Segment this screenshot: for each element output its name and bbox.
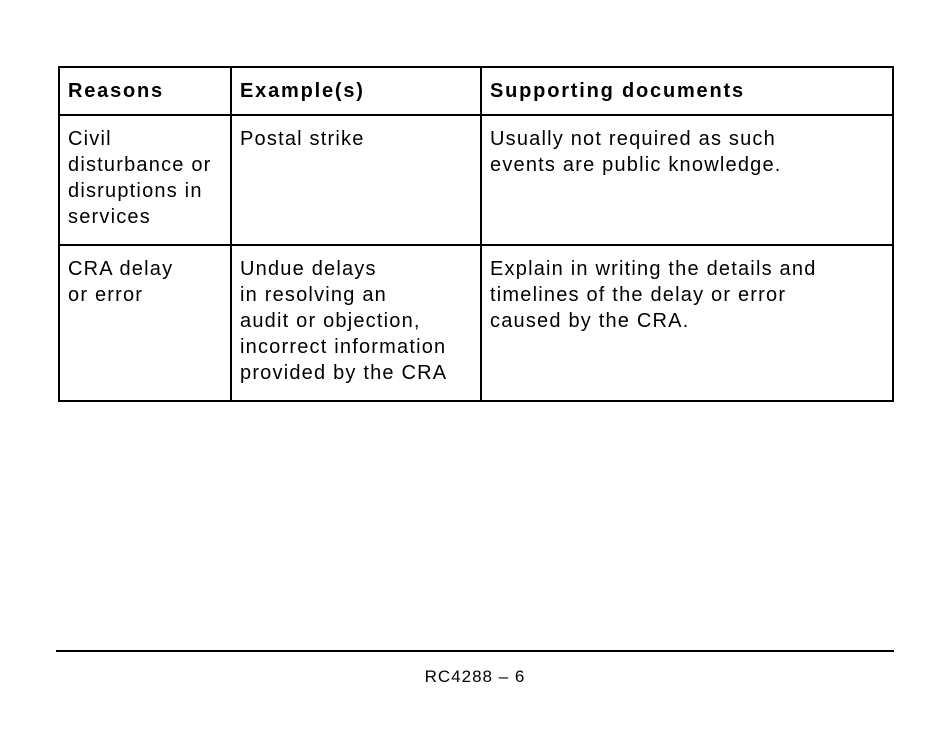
cell-example: Postal strike [231, 115, 481, 245]
table-header-row [59, 67, 893, 115]
header-examples: Example(s) [231, 67, 481, 115]
table-row [59, 245, 893, 401]
header-supporting-documents: Supporting documents [481, 67, 893, 115]
cell-reason: CRA delay or error [59, 245, 231, 401]
cell-example: Undue delays in resolving an audit or objection, incorrect information provided by the CRA [231, 245, 481, 401]
cell-supporting-documents: Explain in writing the details and timelines of the delay or error caused by the CRA. [481, 245, 893, 401]
footer-divider [56, 650, 894, 652]
table-row [59, 115, 893, 245]
page-number: RC4288 – 6 [424, 667, 526, 686]
cell-reason: Civil disturbance or disruptions in services [59, 115, 231, 245]
reasons-table [58, 66, 894, 402]
cell-supporting-documents: Usually not required as such events are public knowledge. [481, 115, 893, 245]
header-reasons: Reasons [59, 67, 231, 115]
